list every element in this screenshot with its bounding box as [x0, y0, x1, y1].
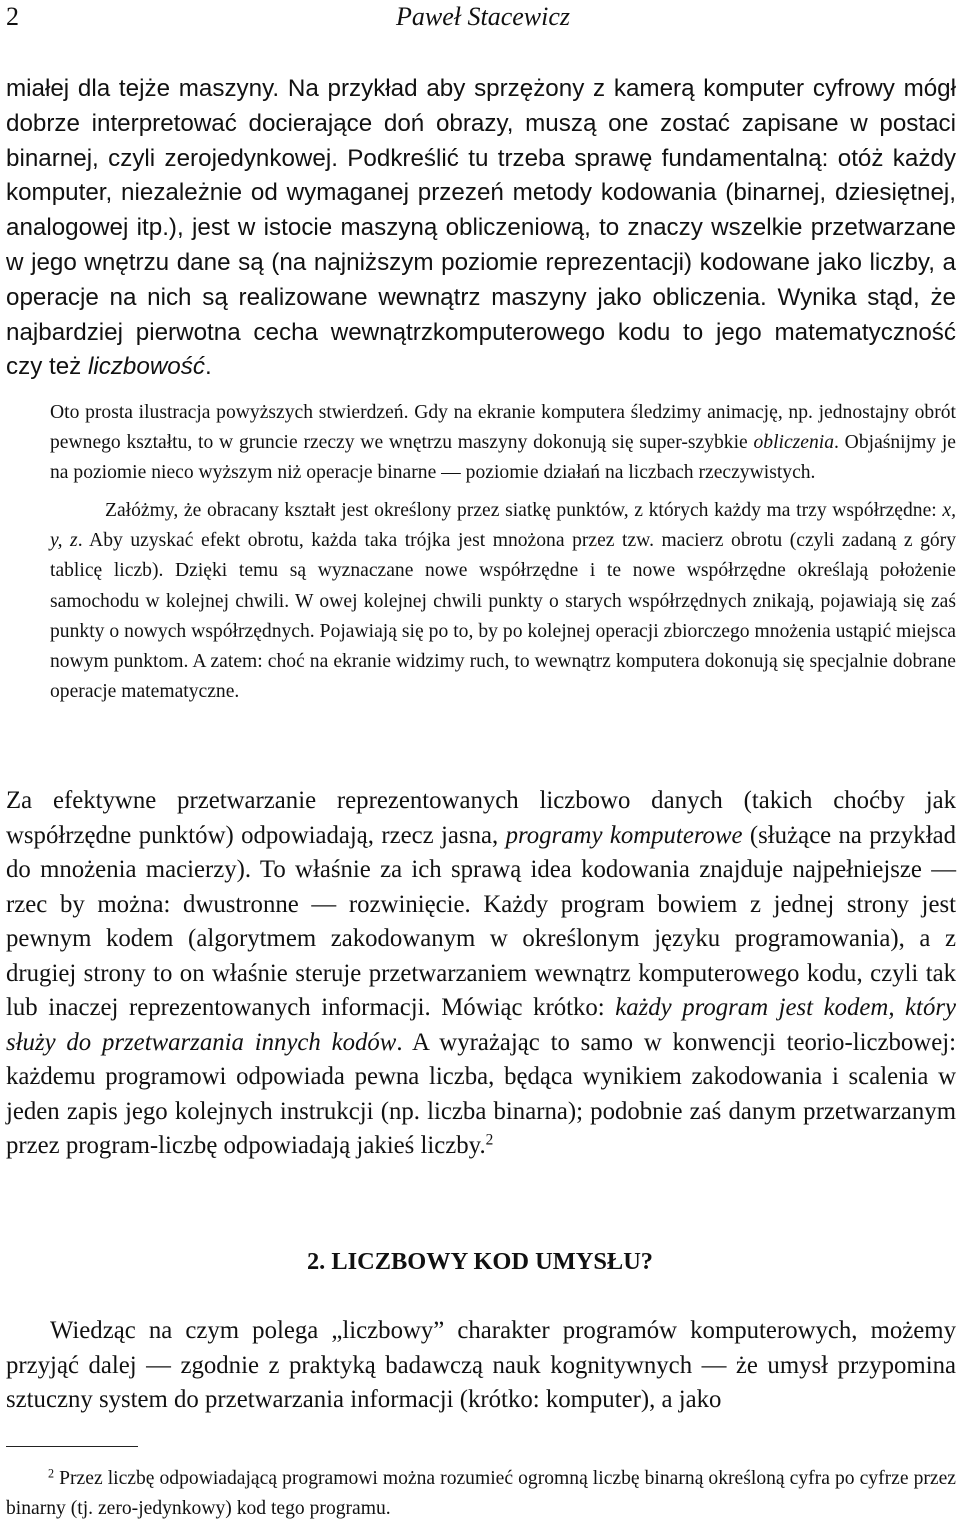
paragraph: Wiedząc na czym polega „liczbowy” charakter programów komputerowych, możemy przyjąć dalej — zgodnie z praktyką badawczą nauk kognitywnych — że umysł przypomina sztuczny system do przetwarzania informacji (krótko: komputer), a jako — [6, 1317, 956, 1413]
page-number: 2 — [6, 2, 19, 31]
footnote-body: Przez liczbę odpowiadającą programowi można rozumieć ogromną liczbę binarną określoną cyfra po cyfrze przez binarny (tj. zero-jedynkowy) kod tego programu. — [6, 1468, 956, 1519]
example-text: . Objaśnijmy je na poziomie nieco wyższym niż operacje binarne — poziomie działań na liczbach rzeczywistych. — [50, 432, 956, 484]
footnote-text — [6, 1464, 956, 1524]
example-paragraph-2 — [50, 496, 956, 707]
emphasis-obliczenia: obliczenia — [753, 432, 835, 454]
paragraph-text: . — [204, 353, 212, 381]
footnote-number: 2 — [48, 1466, 55, 1481]
example-block — [50, 398, 956, 707]
continuation-paragraph — [6, 72, 956, 385]
footnote-divider — [6, 1446, 138, 1447]
paragraph-text: Za efektywne przetwarzanie reprezentowanych liczbowo danych (takich choćby jak współrzędne punktów) odpowiadają, rzecz jasna, — [6, 787, 956, 849]
coordinates-xyz: x, y, z — [50, 500, 956, 552]
paragraph-text: (służące na przykład do mnożenia macierzy). To właśnie za ich sprawą idea kodowania znajduje najpełniejsze — rzec by można: dwustronne — rozwinięcie. Każdy program bowiem z jednej strony jest pewnym kodem (algorytmem zakodowanym w określonym języku programowania), a z drugiej strony to on właśnie steruje przetwarzaniem wewnątrz komputerowego kodu, czyli tak lub inaczej reprezentowanych informacji. Mówiąc krótko: — [6, 821, 956, 1021]
footnote-reference[interactable]: 2 — [485, 1131, 494, 1149]
running-title: Paweł Stacewicz — [396, 2, 571, 31]
emphasis-programy: programy komputerowe — [505, 821, 743, 849]
paragraph — [6, 72, 956, 385]
emphasis-kazdy-program: każdy program jest kodem, który służy do przetwarzania innych kodów — [6, 994, 957, 1056]
example-paragraph-1 — [50, 398, 956, 488]
paragraph-text: . A wyrażając to samo w konwencji teorio-liczbowej: każdemu programowi odpowiada pewna liczba, będąca wynikiem zakodowania i scalenia w jeden zapis jego kolejnych instrukcji (np. liczba binarna); podobnie zaś danym przetwarzanym przez program-liczbę odpowiadają jakieś liczby. — [6, 1028, 956, 1159]
paragraph-text: miałej dla tejże maszyny. Na przykład aby sprzężony z kamerą komputer cyfrowy mógł dobrze interpretować docierające doń obrazy, muszą one zostać zapisane w postaci binarnej, czyli zerojedynkowej. Podkreślić tu trzeba sprawę fundamentalną: otóż każdy komputer, niezależnie od wymaganej przezeń metody kodowania (binarnej, dziesiętnej, analogowej itp.), jest w istocie maszyną obliczeniową, to znaczy wszelkie przetwarzane w jego wnętrzu dane są (na najniższym poziomie reprezentacji) kodowane jako liczby, a operacje na nich są realizowane wewnątrz maszyny jako obliczenia. Wynika stąd, że najbardziej pierwotna cecha wewnątrzkomputerowego kodu to jego matematyczność czy też — [6, 75, 956, 381]
paragraph — [6, 784, 956, 1164]
page-header — [6, 0, 954, 34]
section-heading: 2. LICZBOWY KOD UMYSŁU? — [306, 1248, 654, 1275]
example-text: Załóżmy, że obracany kształt jest określony przez siatkę punktów, z których każdy ma trzy współrzędne: — [105, 500, 943, 522]
example-text: Oto prosta ilustracja powyższych stwierdzeń. Gdy na ekranie komputera śledzimy animację, np. jednostajny obrót pewnego kształtu, to w gruncie rzeczy we wnętrzu maszyny dokonują się super-szybkie — [50, 402, 956, 454]
section-paragraph — [6, 1314, 956, 1418]
footnote — [6, 1464, 956, 1524]
programs-paragraph — [6, 784, 956, 1164]
example-text: . Aby uzyskać efekt obrotu, każda taka trójka jest mnożona przez tzw. macierz obrotu (czyli zadaną z góry tablicę liczb). Dzięki temu są wyznaczane nowe współrzędne i te nowe współrzędne określają położenie samochodu w kolejnej chwili. W owej kolejnej chwili punkty o starych współrzędnych znikają, pojawiają się zaś punkty o nowych współrzędnych. Pojawiają się po to, by po kolejnej operacji zbiorczego mnożenia ustąpić miejsca nowym punktom. A zatem: choć na ekranie widzimy ruch, to wewnątrz komputera dokonują się specjalnie dobrane operacje matematyczne. — [50, 530, 956, 702]
emphasis-liczbowosc: liczbowość — [88, 353, 205, 381]
